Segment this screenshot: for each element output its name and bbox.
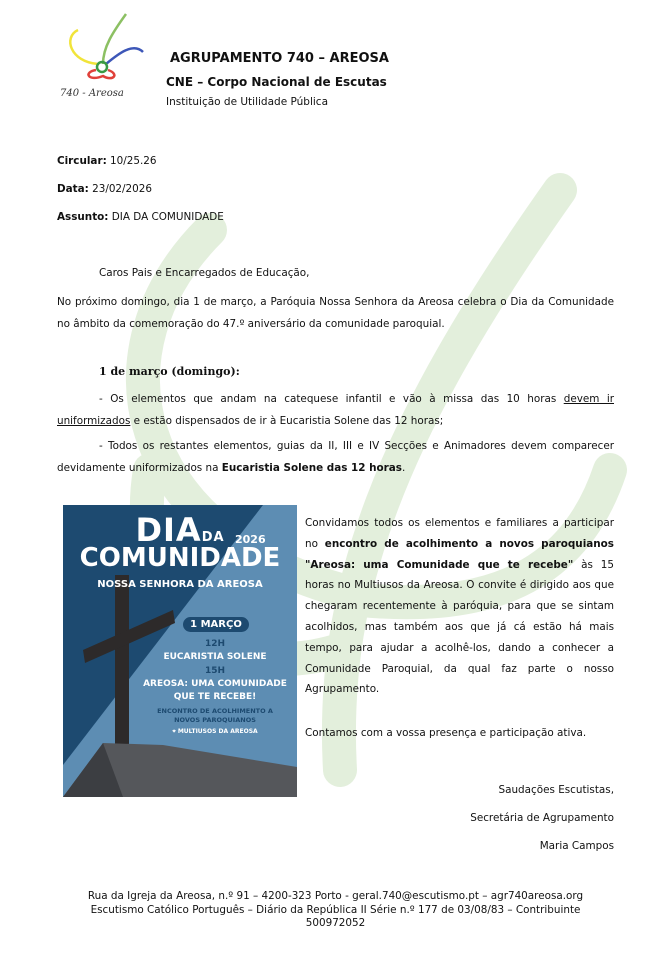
subject: Assunto: DIA DA COMUNIDADE [57,211,224,223]
closing-line: Contamos com a vossa presença e participação ativa. [305,727,587,739]
poster-desc-1: ENCONTRO DE ACOLHIMENTO A [157,707,273,715]
poster-event-2b: QUE TE RECEBE! [173,692,257,702]
instruction-item-2: - Todos os restantes elementos, guias da II, III e IV Secções e Animadores devem comparecer devidamente uniformizados na Eucaristia Solene das 12 horas. [57,440,614,474]
location-pin-icon: ⌖ [172,728,178,735]
footer-registration: Escutismo Católico Português – Diário da República II Série n.º 177 de 03/08/83 – Contribuinte [90,903,581,916]
invitation-paragraph: Convidamos todos os elementos e familiares a participar no encontro de acolhimento a novos paroquianos "Areosa: uma Comunidade que te recebe" às 15 horas no Multiusos da Areosa. O convite é dirigido aos que chegaram recentemente à paróquia, para que se sintam acolhidos, mas também aos que já cá estão há mais tempo, para ajudar a acolhê-los, dando a conhecer a Comunidade Paroquial, da qual faz parte o nosso Agrupamento. [305,517,615,696]
public-utility-status: Instituição de Utilidade Pública [166,96,329,108]
instruction-item-1: - Os elementos que andam na catequese infantil e vão à missa das 10 horas devem ir uniformizados e estão dispensados de ir à Eucaristia Solene das 12 horas; [57,393,614,427]
day-heading: 1 de março (domingo): [99,365,240,378]
poster-title-2: COMUNIDADE [79,543,281,573]
greeting: Caros Pais e Encarregados de Educação, [99,267,310,279]
poster-time-1: 12H [204,639,226,649]
poster-desc-2: NOVOS PAROQUIANOS [174,716,256,724]
footer-tax-number: 500972052 [305,917,366,929]
signer-name: Maria Campos [539,840,614,852]
poster-title: DIADA [135,511,225,549]
poster-subtitle: NOSSA SENHORA DA AREOSA [97,579,263,590]
document-date: Data: 23/02/2026 [57,183,152,195]
poster-date: 1 MARÇO [183,617,249,632]
svg-text:740 - Areosa: 740 - Areosa [60,88,124,99]
poster-time-2: 15H [204,666,226,676]
poster-year: 2026 [235,533,266,546]
signer-role: Secretária de Agrupamento [470,812,614,824]
poster-location: ⌖ MULTIUSOS DA AREOSA [172,728,258,735]
footer [40,890,631,931]
footer-address: Rua da Igreja da Areosa, n.º 91 – 4200-323 Porto - geral.740@escutismo.pt – agr740areosa.org [87,890,584,902]
intro-paragraph: No próximo domingo, dia 1 de março, a Paróquia Nossa Senhora da Areosa celebra o Dia da Comunidade no âmbito da comemoração do 47.º aniversário da comunidade paroquial. [57,296,614,330]
salutation: Saudações Escutistas, [498,784,614,796]
org-name: AGRUPAMENTO 740 – AREOSA [170,51,389,66]
event-poster [63,505,297,797]
circular-number: Circular: 10/25.26 [57,155,157,167]
group-logo [58,12,148,100]
association-name: CNE – Corpo Nacional de Escutas [166,75,387,89]
poster-event-1: EUCARISTIA SOLENE [163,652,267,662]
poster-event-2: AREOSA: UMA COMUNIDADE [143,679,287,689]
